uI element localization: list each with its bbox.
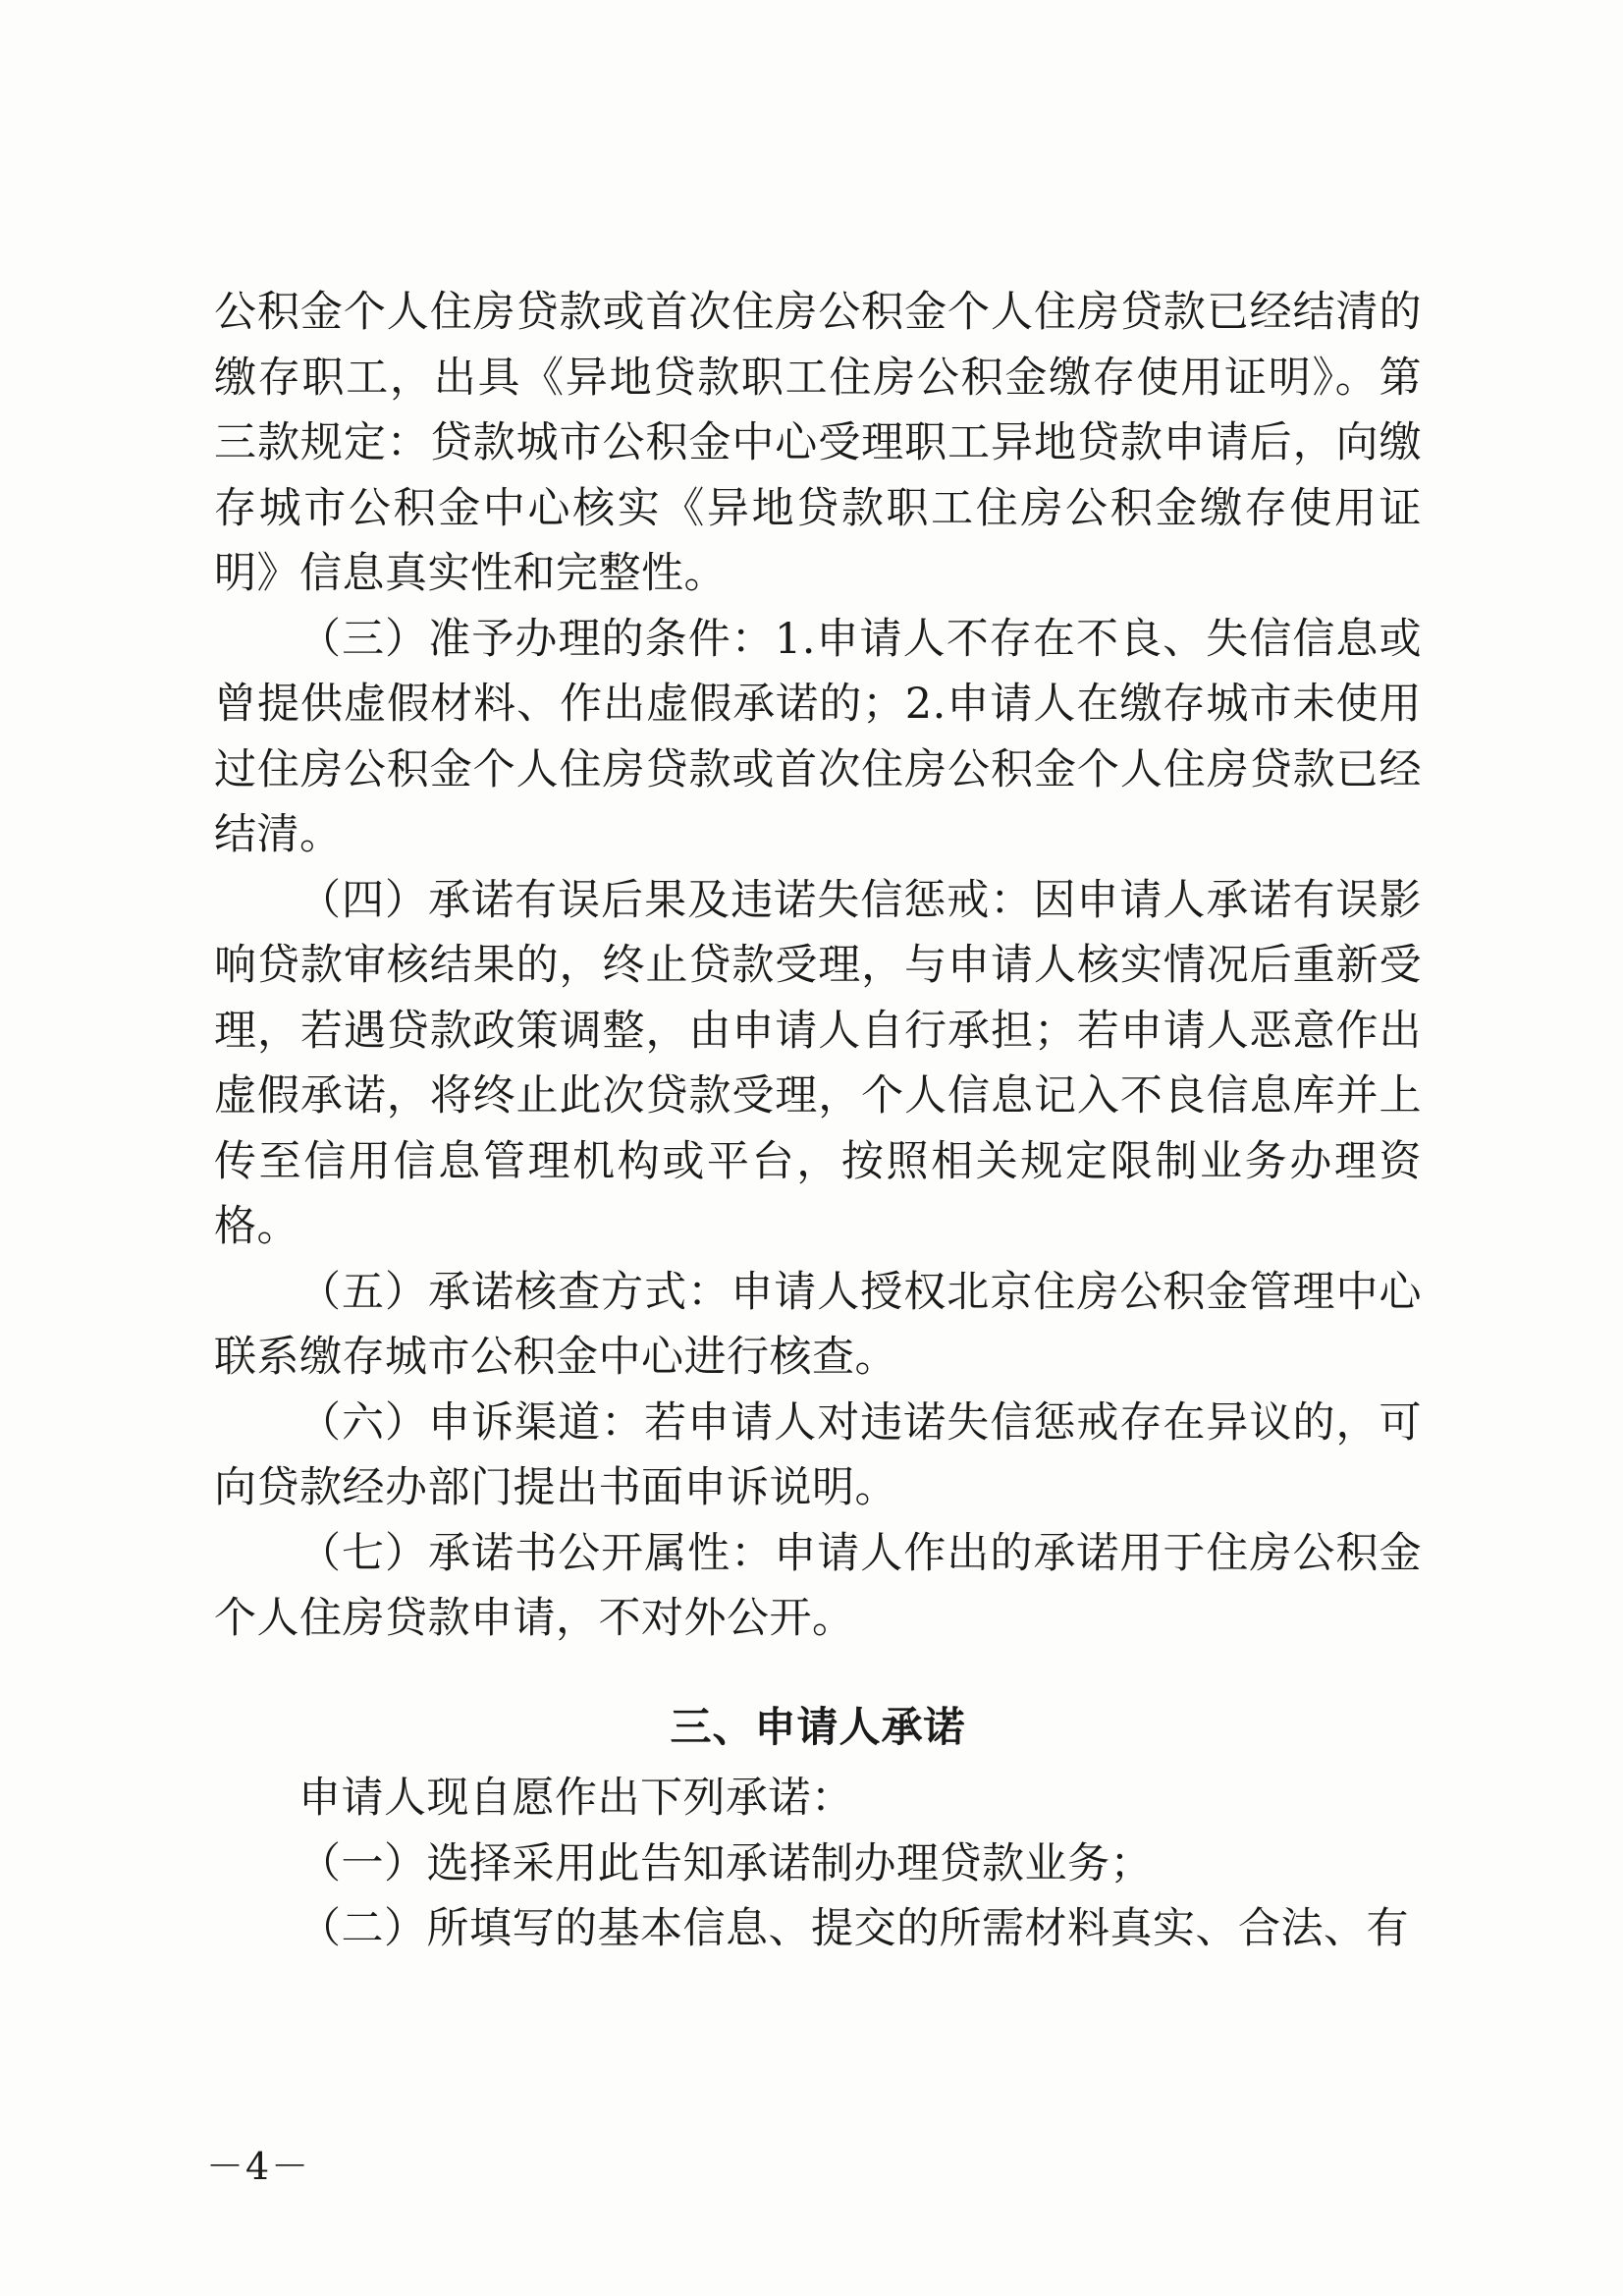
paragraph-consequences: （四）承诺有误后果及违诺失信惩戒：因申请人承诺有误影响贷款审核结果的，终止贷款受理，与申请人核实情况后重新受理，若遇贷款政策调整，由申请人自行承担；若申请人恶意作出虚假承诺，将终止此次贷款受理，个人信息记入不良信息库并上传至信用信息管理机构或平台，按照相关规定限制业务办理资格。 [214, 875, 1422, 1251]
paragraph-verification: （五）承诺核查方式：申请人授权北京住房公积金管理中心联系缴存城市公积金中心进行核查。 [214, 1267, 1422, 1382]
paragraph-conditions: （三）准予办理的条件：1.申请人不存在不良、失信信息或曾提供虚假材料、作出虚假承诺的；2.申请人在缴存城市未使用过住房公积金个人住房贷款或首次住房公积金个人住房贷款已经结清。 [214, 614, 1422, 859]
paragraph-commitment-intro: 申请人现自愿作出下列承诺： [298, 1774, 854, 1823]
paragraph-disclosure: （七）承诺书公开属性：申请人作出的承诺用于住房公积金个人住房贷款申请，不对外公开。 [214, 1528, 1422, 1643]
paragraph-continuation: 公积金个人住房贷款或首次住房公积金个人住房贷款已经结清的缴存职工，出具《异地贷款职工住房公积金缴存使用证明》。第三款规定：贷款城市公积金中心受理职工异地贷款申请后，向缴存城市公积金中心核实《异地贷款职工住房公积金缴存使用证明》信息真实性和完整性。 [214, 288, 1422, 598]
section-heading: 三、申请人承诺 [670, 1702, 966, 1751]
paragraph-commitment-2: （二）所填写的基本信息、提交的所需材料真实、合法、有 [298, 1904, 1409, 1953]
paragraph-commitment-1: （一）选择采用此告知承诺制办理贷款业务； [298, 1838, 1153, 1888]
document-body [214, 280, 1422, 1962]
page-number: －4－ [206, 2145, 311, 2188]
paragraph-appeal: （六）申诉渠道：若申请人对违诺失信惩戒存在异议的，可向贷款经办部门提出书面申诉说明。 [214, 1397, 1422, 1512]
